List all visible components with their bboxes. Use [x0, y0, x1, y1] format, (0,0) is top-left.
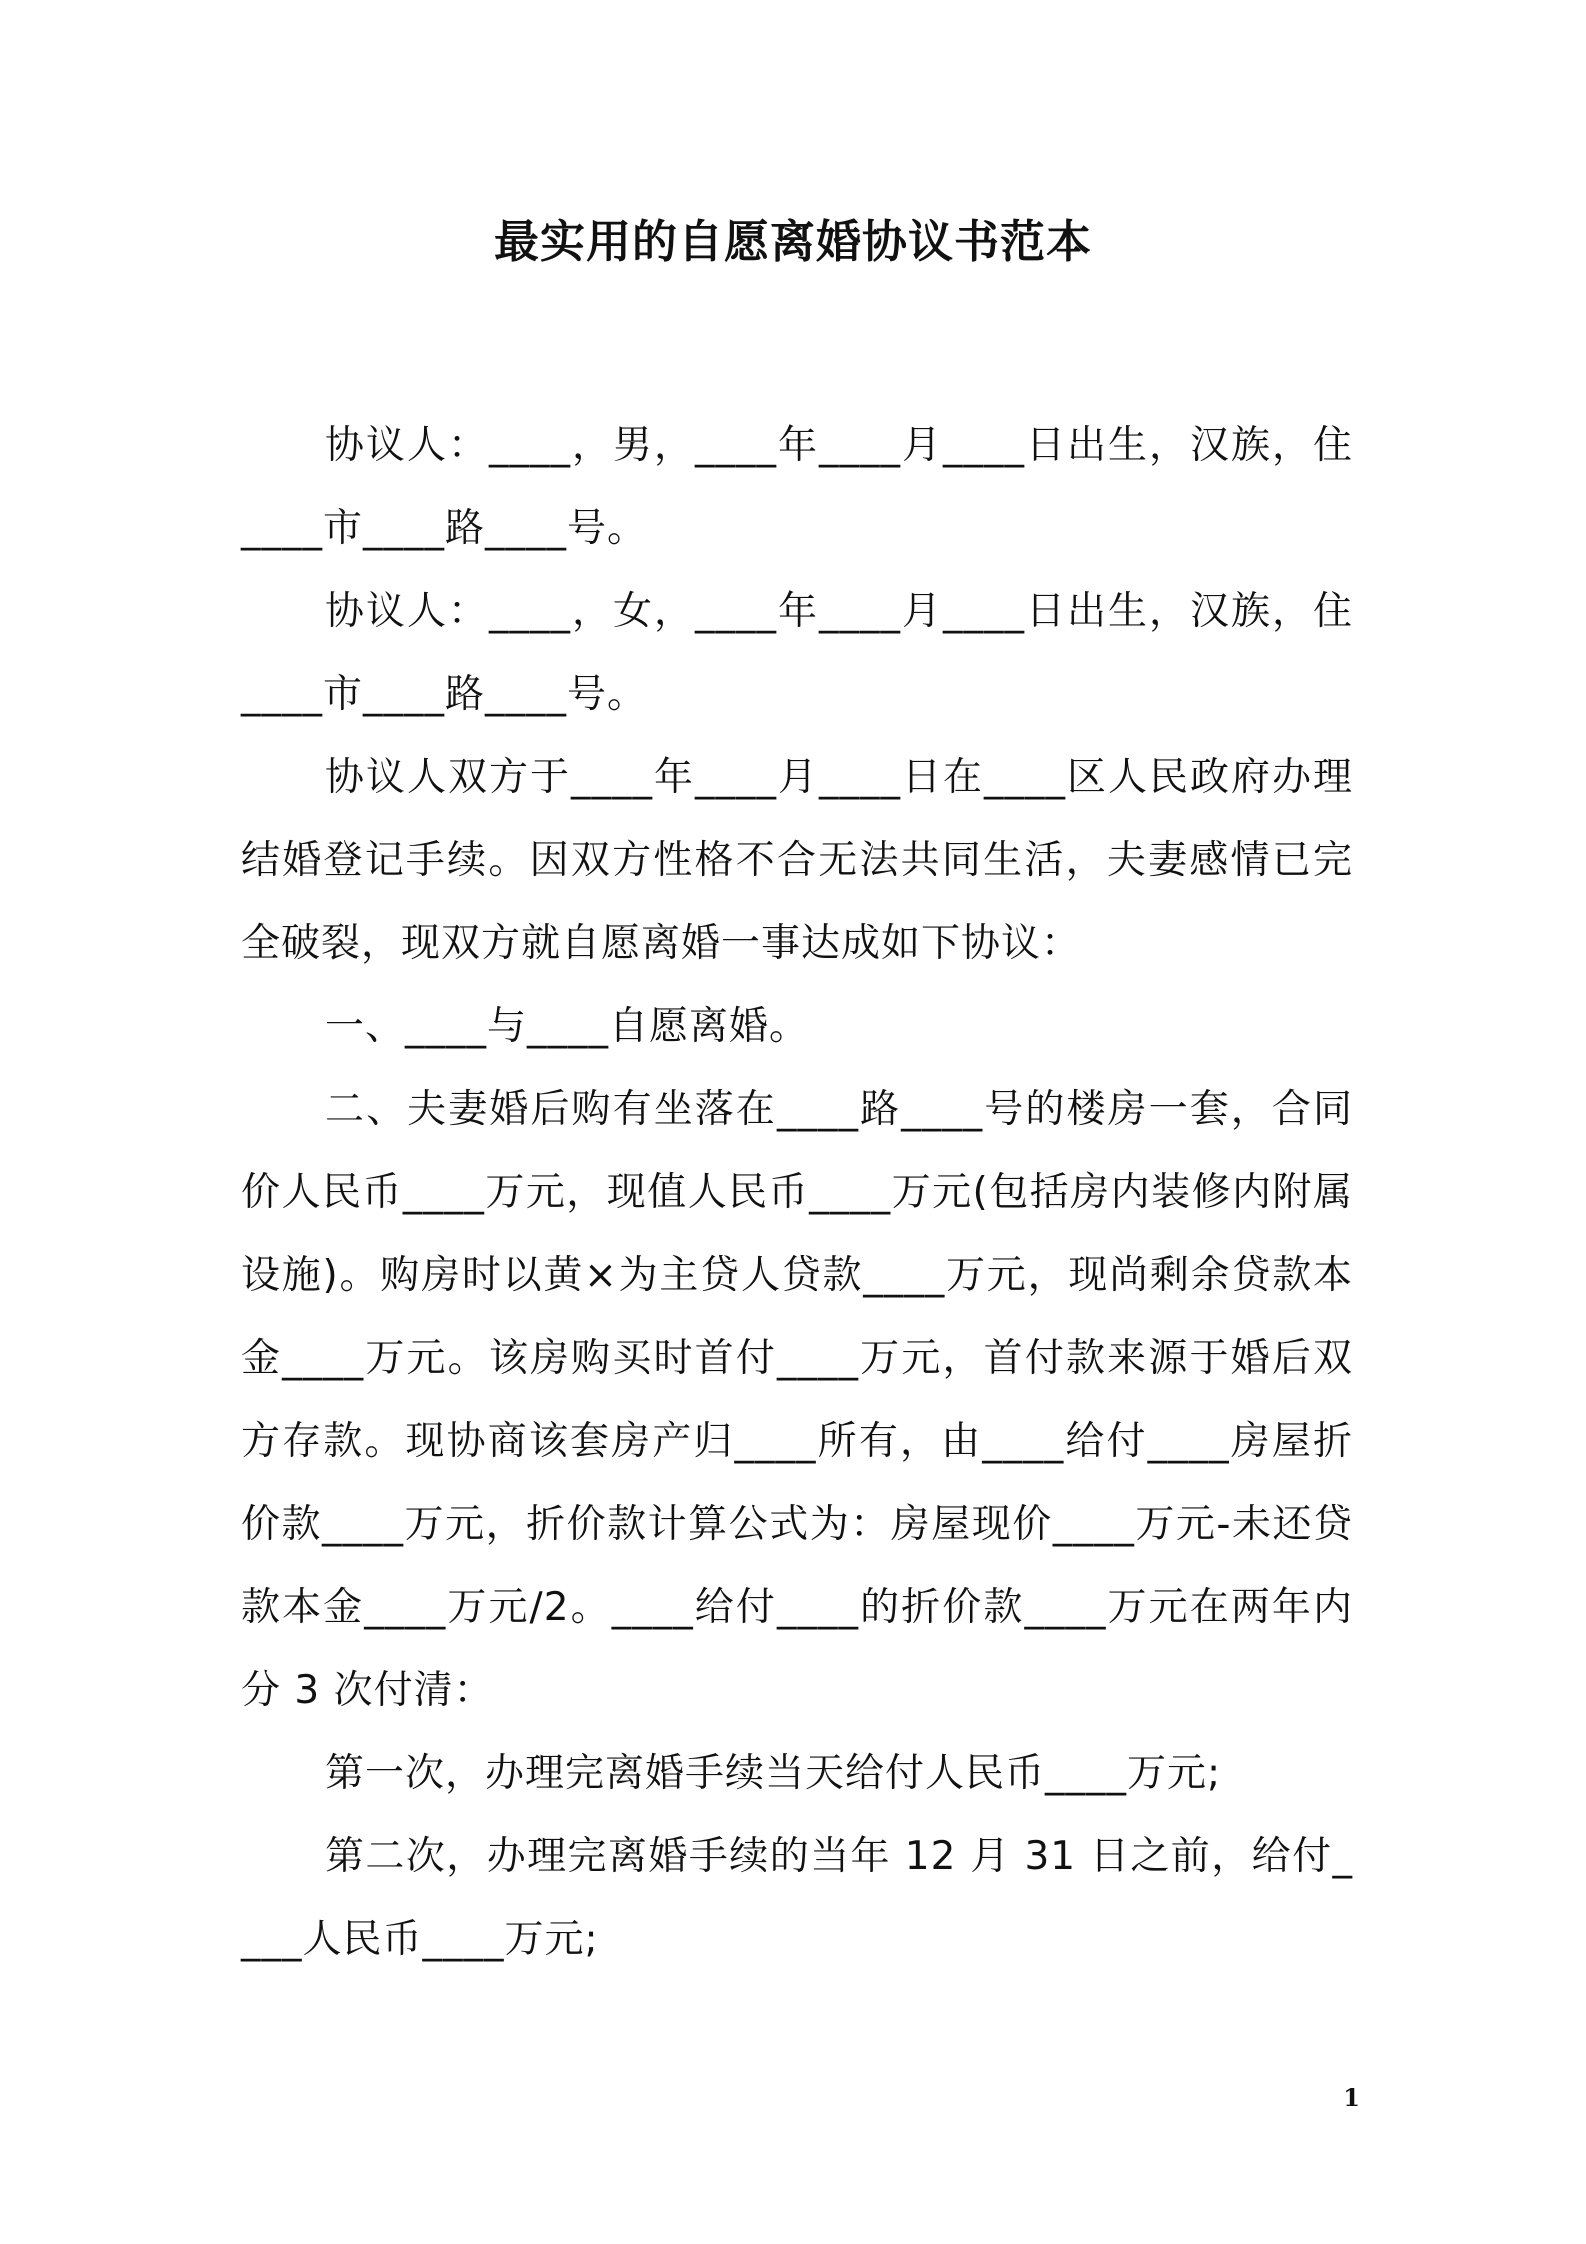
page-number: 1 — [1343, 2083, 1360, 2112]
clause-1-paragraph: 一、____与____自愿离婚。 — [325, 1004, 810, 1049]
party-male-paragraph: 协议人：____，男，____年____月____日出生，汉族，住____市____路____号。 — [241, 423, 1353, 551]
first-payment-paragraph: 第一次，办理完离婚手续当天给付人民币____万元; — [325, 1751, 1222, 1796]
second-payment-paragraph: 第二次，办理完离婚手续的当年 12 月 31 日之前，给付____人民币____万元; — [241, 1834, 1353, 1962]
party-female-paragraph: 协议人：____，女，____年____月____日出生，汉族，住____市____路____号。 — [241, 589, 1353, 717]
clause-2-property-paragraph: 二、夫妻婚后购有坐落在____路____号的楼房一套，合同价人民币____万元，现值人民币____万元(包括房内装修内附属设施)。购房时以黄×为主贷人贷款____万元，现尚剩余贷款本金____万元。该房购买时首付____万元，首付款来源于婚后双方存款。现协商该套房产归____所有，由____给付____房屋折价款____万元，折价款计算公式为：房屋现价____万元-未还贷款本金____万元/2。____给付____的折价款____万元在两年内分 3 次付清： — [241, 1087, 1353, 1713]
document-body — [241, 404, 1353, 1981]
document-title: 最实用的自愿离婚协议书范本 — [493, 215, 1092, 268]
marriage-registration-paragraph: 协议人双方于____年____月____日在____区人民政府办理结婚登记手续。因双方性格不合无法共同生活，夫妻感情已完全破裂，现双方就自愿离婚一事达成如下协议： — [241, 755, 1353, 966]
